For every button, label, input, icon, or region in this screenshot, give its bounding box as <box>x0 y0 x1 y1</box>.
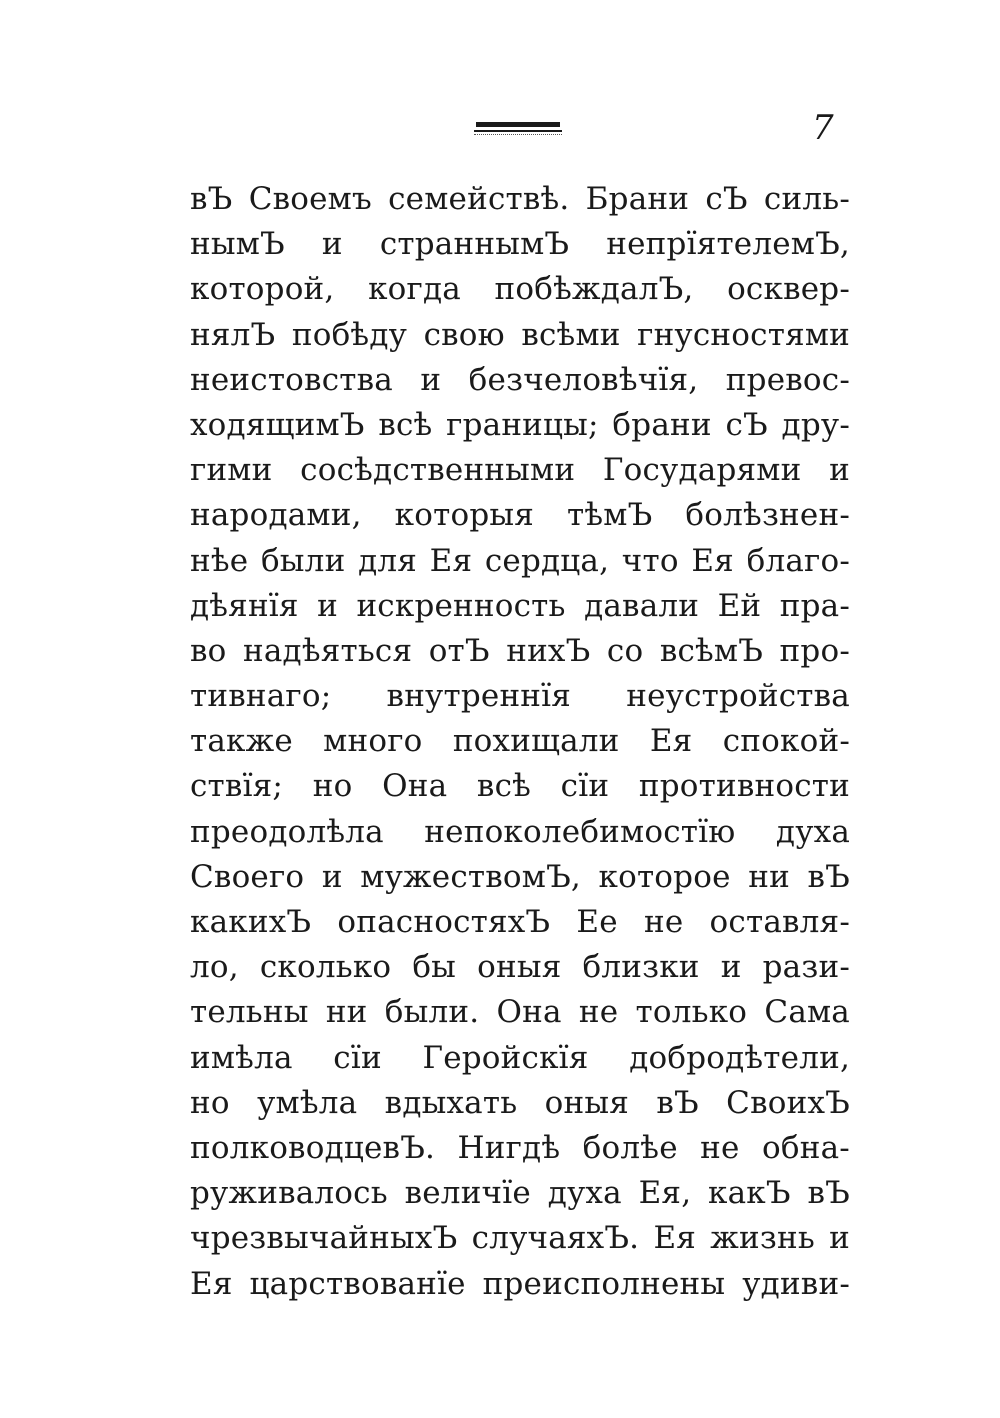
text-line: Своего и мужествомЪ, которое ни вЪ <box>190 858 850 895</box>
header-ornament-rule <box>474 118 562 140</box>
text-line: которой, когда побѣждалЪ, осквер- <box>190 271 850 308</box>
text-line: во надѣяться отЪ нихЪ со всѣмЪ про- <box>190 632 850 669</box>
text-line: народами, которыя тѣмЪ болѣзнен- <box>190 497 850 534</box>
text-line: неистовства и безчеловѣчїя, превос- <box>190 361 850 398</box>
text-line: тивнаго; внутреннїя неустройства <box>190 678 850 715</box>
text-line: ло, сколько бы оныя близки и рази- <box>190 949 850 986</box>
text-line: руживалось величїе духа Ея, какЪ вЪ <box>190 1175 850 1212</box>
text-line: какихЪ опасностяхЪ Ее не оставля- <box>190 904 850 940</box>
text-line: также много похищали Ея спокой- <box>190 723 850 760</box>
text-line: ходящимЪ всѣ границы; брани сЪ дру- <box>190 406 850 443</box>
header-rule-dotted <box>474 134 562 135</box>
text-line: чрезвычайныхЪ случаяхЪ. Ея жизнь и <box>190 1220 850 1257</box>
text-line: преодолѣла непоколебимостїю духа <box>190 813 850 850</box>
body-text <box>190 177 850 1307</box>
text-line: Ея царствованїе преисполнены удиви- <box>190 1265 850 1302</box>
text-line: нымЪ и страннымЪ непрїятелемЪ, <box>190 226 850 263</box>
text-line: ствїя; но Она всѣ сїи противности <box>190 768 850 805</box>
text-line: полководцевЪ. Нигдѣ болѣе не обна- <box>190 1129 850 1166</box>
header-rule-thin <box>474 130 562 132</box>
text-line: но умѣла вдыхать оныя вЪ СвоихЪ <box>190 1084 850 1121</box>
header-rule-thick <box>476 122 560 127</box>
text-line: дѣянїя и искренность давали Ей пра- <box>190 587 850 624</box>
text-line: нѣе были для Ея сердца, что Ея благо- <box>190 542 850 579</box>
text-line: вЪ Своемъ семействѣ. Брани сЪ силь- <box>190 181 850 217</box>
text-line: гими сосѣдственными Государями и <box>190 452 850 489</box>
text-line: имѣла сїи Геройскїя добродѣтели, <box>190 1039 850 1076</box>
text-line: нялЪ побѣду свою всѣми гнусностями <box>190 316 850 353</box>
text-line: тельны ни были. Она не только Сама <box>190 994 850 1031</box>
page-number: 7 <box>812 108 834 148</box>
